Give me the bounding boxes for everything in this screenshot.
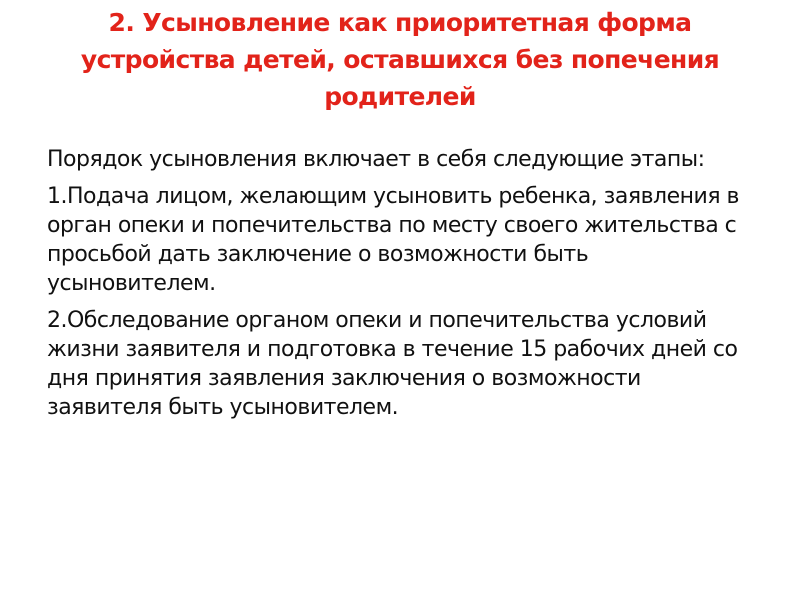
intro-paragraph: Порядок усыновления включает в себя следующие этапы: xyxy=(47,147,705,172)
slide-body xyxy=(47,145,760,430)
step-1-paragraph: 1.Подача лицом, желающим усыновить ребенка, заявления в орган опеки и попечительства по месту своего жительства с просьбой дать заключение о возможности быть усыновителем. xyxy=(47,184,740,296)
slide-title: 2. Усыновление как приоритетная форма устройства детей, оставшихся без попечения родителей xyxy=(80,8,720,111)
step-2-paragraph: 2.Обследование органом опеки и попечительства условий жизни заявителя и подготовка в течение 15 рабочих дней со дня принятия заявления заключения о возможности заявителя быть усыновителем. xyxy=(47,308,738,420)
